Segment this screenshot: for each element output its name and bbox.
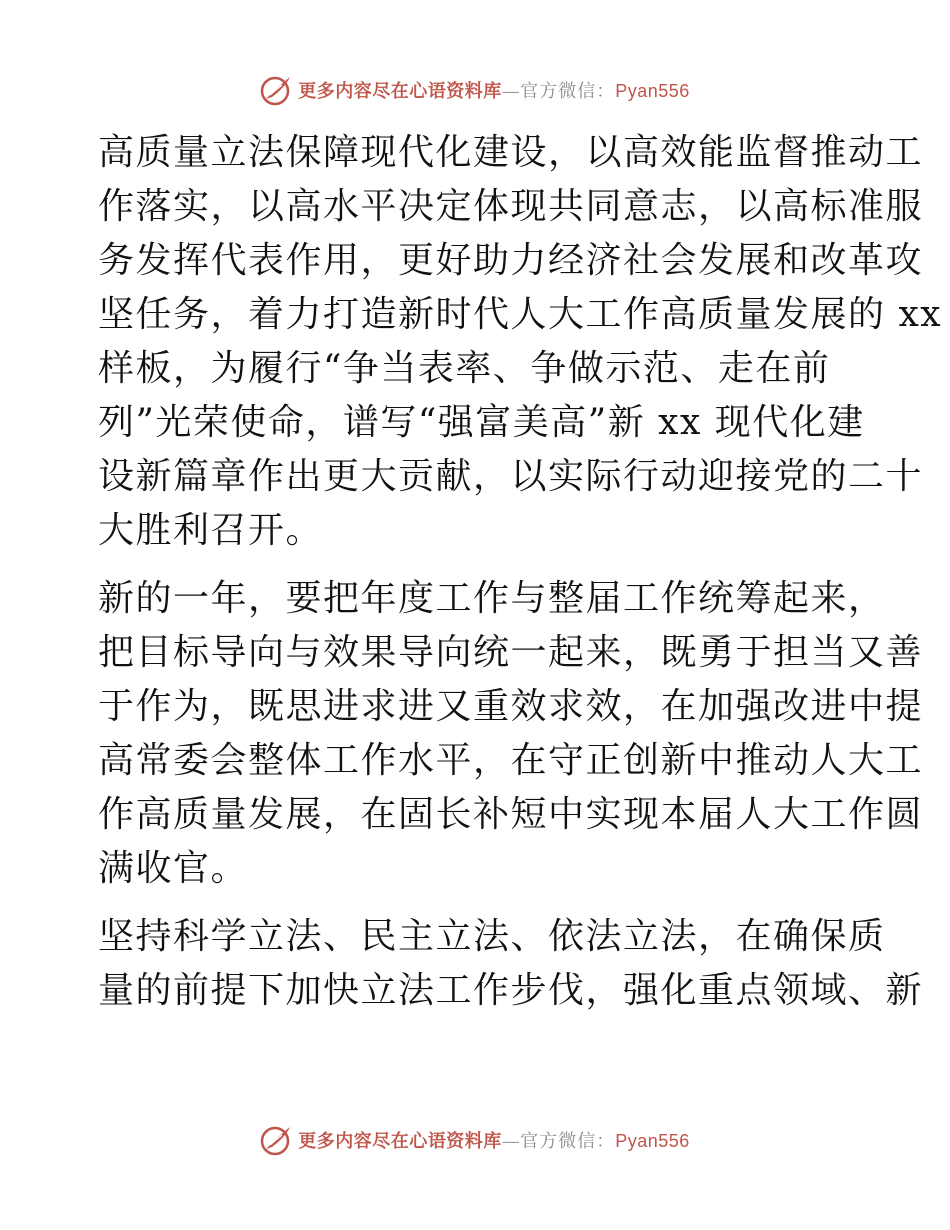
banner-main-text: 更多内容尽在心语资料库 <box>298 1131 502 1152</box>
text-line: 于作为，既思进求进又重效求效，在加强改进中提 <box>98 686 924 727</box>
feather-pen-logo-icon <box>260 1123 294 1157</box>
text-line: 大胜利召开。 <box>98 510 324 551</box>
text-line: 新的一年，要把年度工作与整届工作统筹起来， <box>98 578 886 619</box>
paragraph <box>98 126 943 558</box>
text-line: 满收官。 <box>98 848 249 889</box>
paragraph <box>98 910 924 1018</box>
banner-text <box>298 77 690 103</box>
text-line: 高常委会整体工作水平，在守正创新中推动人大工 <box>98 740 924 781</box>
text-line: 坚任务，着力打造新时代人大工作高质量发展的 xx <box>98 294 943 335</box>
text-line: 作高质量发展，在固长补短中实现本届人大工作圆 <box>98 794 924 835</box>
footer-banner <box>0 1120 950 1160</box>
document-body <box>98 126 943 1018</box>
banner-wechat-label: 官方微信： <box>520 1131 616 1152</box>
text-line: 样板，为履行“争当表率、争做示范、走在前 <box>98 348 831 389</box>
text-line: 把目标导向与效果导向统一起来，既勇于担当又善 <box>98 632 924 673</box>
text-line: 量的前提下加快立法工作步伐，强化重点领域、新 <box>98 970 924 1011</box>
banner-wechat-label: 官方微信： <box>520 81 616 102</box>
banner-wechat-id: Pyan556 <box>615 1131 690 1151</box>
text-line: 设新篇章作出更大贡献，以实际行动迎接党的二十 <box>98 456 924 497</box>
banner-dash: — <box>501 81 521 102</box>
text-line: 坚持科学立法、民主立法、依法立法，在确保质 <box>98 916 886 957</box>
feather-pen-logo-icon <box>260 73 294 107</box>
banner-dash: — <box>501 1131 521 1152</box>
banner-main-text: 更多内容尽在心语资料库 <box>298 81 502 102</box>
text-line: 列”光荣使命，谱写“强富美高”新 xx 现代化建 <box>98 402 865 443</box>
banner-wechat-id: Pyan556 <box>615 81 690 101</box>
text-line: 务发挥代表作用，更好助力经济社会发展和改革攻 <box>98 240 924 281</box>
header-banner <box>0 70 950 110</box>
banner-text <box>298 1127 690 1153</box>
text-line: 高质量立法保障现代化建设，以高效能监督推动工 <box>98 132 924 173</box>
text-line: 作落实，以高水平决定体现共同意志，以高标准服 <box>98 186 924 227</box>
paragraph <box>98 572 924 896</box>
